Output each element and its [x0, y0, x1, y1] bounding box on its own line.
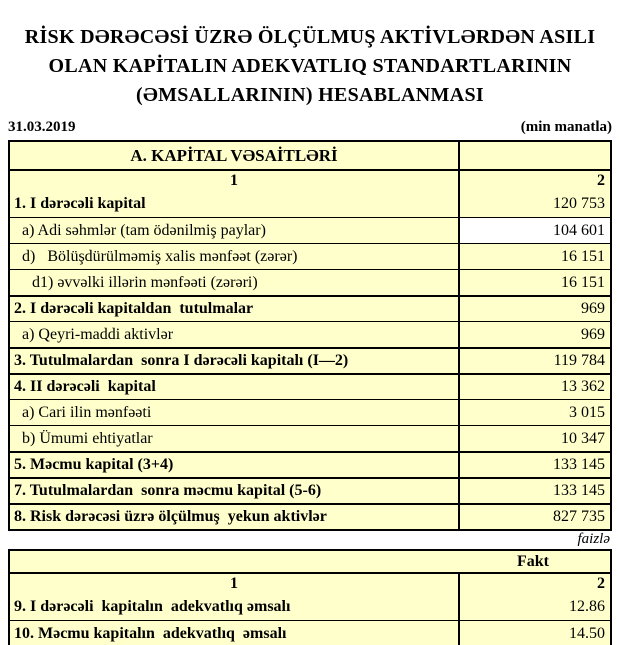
adequacy-ratio-table [8, 549, 612, 645]
row-label: 1. I dərəcəli kapital [10, 191, 460, 217]
table-row [10, 399, 610, 425]
row-label: 2. I dərəcəli kapitaldan tutulmalar [10, 297, 460, 321]
row-value: 133 145 [553, 456, 605, 473]
row-value: 12.86 [569, 598, 605, 615]
ratio-table-column-header-row [10, 572, 610, 594]
row-label: a) Cari ilin mənfəəti [10, 400, 460, 425]
page-title-line-1: RİSK DƏRƏCƏSİ ÜZRƏ ÖLÇÜLMUŞ AKTİVLƏRDƏN ASILI [24, 26, 596, 48]
fakt-header-label: Fakt [517, 552, 549, 570]
meta-row [8, 116, 612, 136]
column-header-2: 2 [597, 575, 605, 592]
report-date: 31.03.2019 [8, 119, 76, 135]
column-header-2: 2 [597, 172, 605, 189]
row-label: 7. Tutulmalardan sonra məcmu kapital (5-6) [10, 479, 460, 503]
percent-unit-note: faizlə [577, 531, 610, 547]
page-title [0, 0, 620, 110]
row-label: 3. Tutulmalardan sonra I dərəcəli kapitalı (I—2) [10, 349, 460, 373]
row-value: 133 145 [553, 482, 605, 499]
table-row [10, 620, 610, 645]
table-row [10, 217, 610, 243]
page-title-line-2: OLAN KAPİTALIN ADEKVATLIQ STANDARTLARININ [48, 55, 572, 77]
capital-table [8, 140, 612, 531]
table-row [10, 243, 610, 269]
section-header-label: A. KAPİTAL VƏSAİTLƏRİ [10, 142, 460, 169]
row-label: a) Adi səhmlər (tam ödənilmiş paylar) [10, 218, 460, 243]
row-value: 16 151 [561, 247, 605, 265]
page-title-line-3: (ƏMSALLARININ) HESABLANMASI [136, 84, 484, 106]
table-row [10, 373, 610, 399]
table-row [10, 295, 610, 321]
row-value: 10 347 [561, 429, 605, 447]
table-row [10, 451, 610, 477]
row-value: 827 735 [553, 508, 605, 525]
capital-table-section-header-row [10, 142, 610, 169]
table-row [10, 425, 610, 451]
row-label: d) Bölüşdürülməmiş xalis mənfəət (zərər) [10, 244, 460, 269]
row-value: 3 015 [569, 403, 605, 421]
column-header-1: 1 [10, 171, 460, 191]
row-label: a) Qeyri-maddi aktivlər [10, 322, 460, 347]
row-label: 10. Məcmu kapitalın adekvatlıq əmsalı [10, 621, 460, 645]
column-header-1: 1 [10, 574, 460, 594]
row-value: 969 [581, 300, 605, 317]
table-row [10, 321, 610, 347]
row-label: 8. Risk dərəcəsi üzrə ölçülmuş yekun aktivlər [10, 505, 460, 529]
table-row [10, 503, 610, 529]
row-value: 969 [581, 325, 605, 343]
row-value: 120 753 [553, 195, 605, 212]
table-row [10, 269, 610, 295]
row-label: 5. Məcmu kapital (3+4) [10, 453, 460, 477]
row-value: 104 601 [460, 218, 610, 243]
fakt-header-row [10, 551, 610, 572]
section-header-empty-cell [460, 142, 610, 169]
row-value: 13 362 [561, 378, 605, 395]
capital-table-column-header-row [10, 169, 610, 191]
row-label: 4. II dərəcəli kapital [10, 375, 460, 399]
row-label: 9. I dərəcəli kapitalın adekvatlıq əmsalı [10, 594, 460, 620]
table-row [10, 347, 610, 373]
unit-label: (min manatla) [520, 119, 612, 135]
row-label: d1) əvvəlki illərin mənfəəti (zərəri) [10, 270, 460, 295]
row-value: 16 151 [561, 273, 605, 291]
row-value: 14.50 [569, 624, 605, 642]
table-row [10, 594, 610, 620]
row-value: 119 784 [553, 352, 605, 369]
table-row [10, 477, 610, 503]
table-row [10, 191, 610, 217]
row-label: b) Ümumi ehtiyatlar [10, 426, 460, 451]
